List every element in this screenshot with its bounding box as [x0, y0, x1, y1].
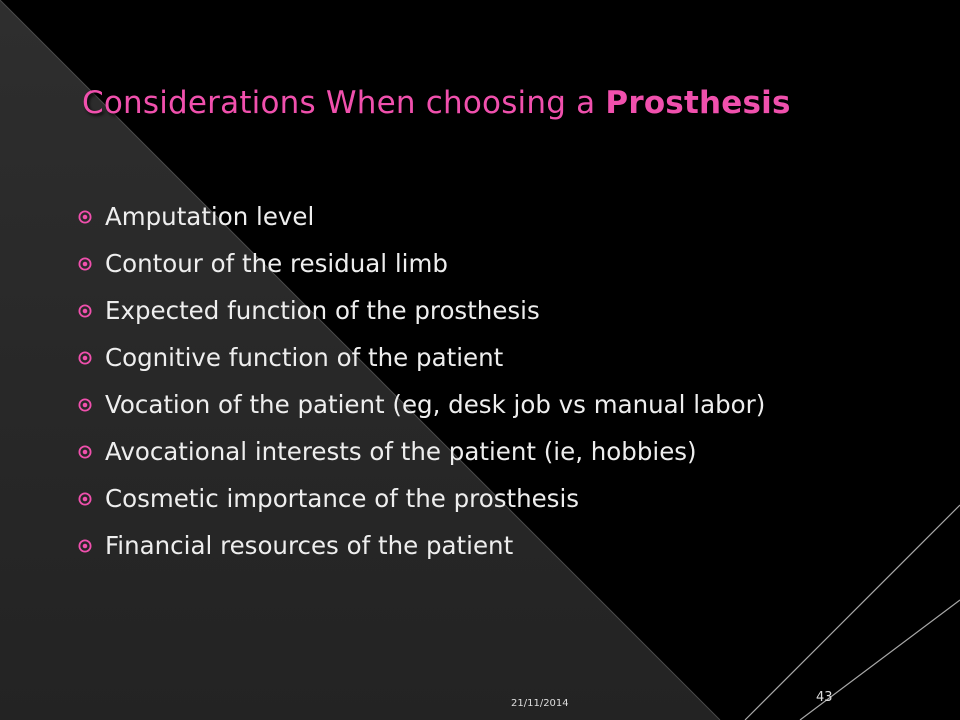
- circled-dot-icon: [78, 257, 92, 271]
- bullet-list: [78, 200, 878, 576]
- circled-dot-icon: [78, 445, 92, 459]
- slide-title: [82, 78, 942, 128]
- bullet-item: [78, 247, 878, 281]
- circled-dot-icon: [78, 539, 92, 553]
- bullet-text: Amputation level: [105, 202, 315, 231]
- circled-dot-icon: [78, 304, 92, 318]
- bullet-text: Expected function of the prosthesis: [105, 296, 540, 325]
- circled-dot-icon: [78, 398, 92, 412]
- bullet-text: Vocation of the patient (eg, desk job vs manual labor): [105, 390, 766, 419]
- circled-dot-icon: [78, 210, 92, 224]
- bullet-item: [78, 529, 878, 563]
- bullet-item: [78, 482, 878, 516]
- bullet-item: [78, 341, 878, 375]
- bullet-text: Contour of the residual limb: [105, 249, 448, 278]
- bullet-text: Cognitive function of the patient: [105, 343, 504, 372]
- bullet-text: Cosmetic importance of the prosthesis: [105, 484, 580, 513]
- slide-title-regular: Considerations When choosing a: [82, 85, 606, 121]
- slide-number: 43: [816, 690, 833, 705]
- bullet-item: [78, 200, 878, 234]
- bullet-item: [78, 294, 878, 328]
- circled-dot-icon: [78, 351, 92, 365]
- slide-title-bold: Prosthesis: [605, 85, 791, 121]
- bullet-text: Financial resources of the patient: [105, 531, 514, 560]
- bullet-item: [78, 435, 878, 469]
- slide-date: 21/11/2014: [511, 698, 569, 709]
- circled-dot-icon: [78, 492, 92, 506]
- bullet-item: [78, 388, 878, 422]
- bullet-text: Avocational interests of the patient (ie, hobbies): [105, 437, 697, 466]
